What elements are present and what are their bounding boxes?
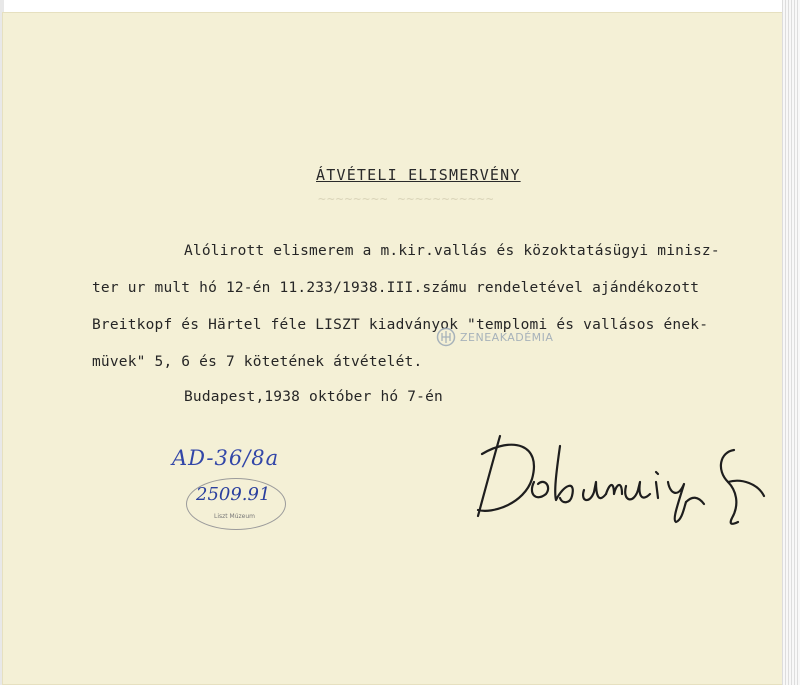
inventory-stamp-caption: Liszt Múzeum [214,513,256,520]
zeneakademia-watermark [436,327,553,347]
paragraph-line-3: Breitkopf és Härtel féle LISZT kiadványok "templomi és vallásos ének- [92,317,709,333]
paragraph-line-1: Alólirott elismerem a m.kir.vallás és közoktatásügyi minisz- [184,243,720,259]
paragraph-line-2: ter ur mult hó 12-én 11.233/1938.III.számu rendeletével ajándékozott [92,280,700,296]
document-paper [2,12,792,685]
inventory-number: 2509.91 [196,484,271,505]
handwritten-signature-icon [472,424,772,534]
title-ghost-impression: ~~~~~~~~ ~~~~~~~~~~~ [318,192,495,207]
catalog-number-stamp: AD-36/8a [172,446,280,470]
document-title: ÁTVÉTELI ELISMERVÉNY [316,166,521,184]
academy-emblem-icon [436,327,456,347]
scan-right-edge [782,0,800,685]
watermark-text: ZENEAKADÉMIA [460,330,554,344]
paragraph-line-4: müvek" 5, 6 és 7 kötetének átvételét. [92,354,423,370]
date-line: Budapest,1938 október hó 7-én [184,389,443,405]
